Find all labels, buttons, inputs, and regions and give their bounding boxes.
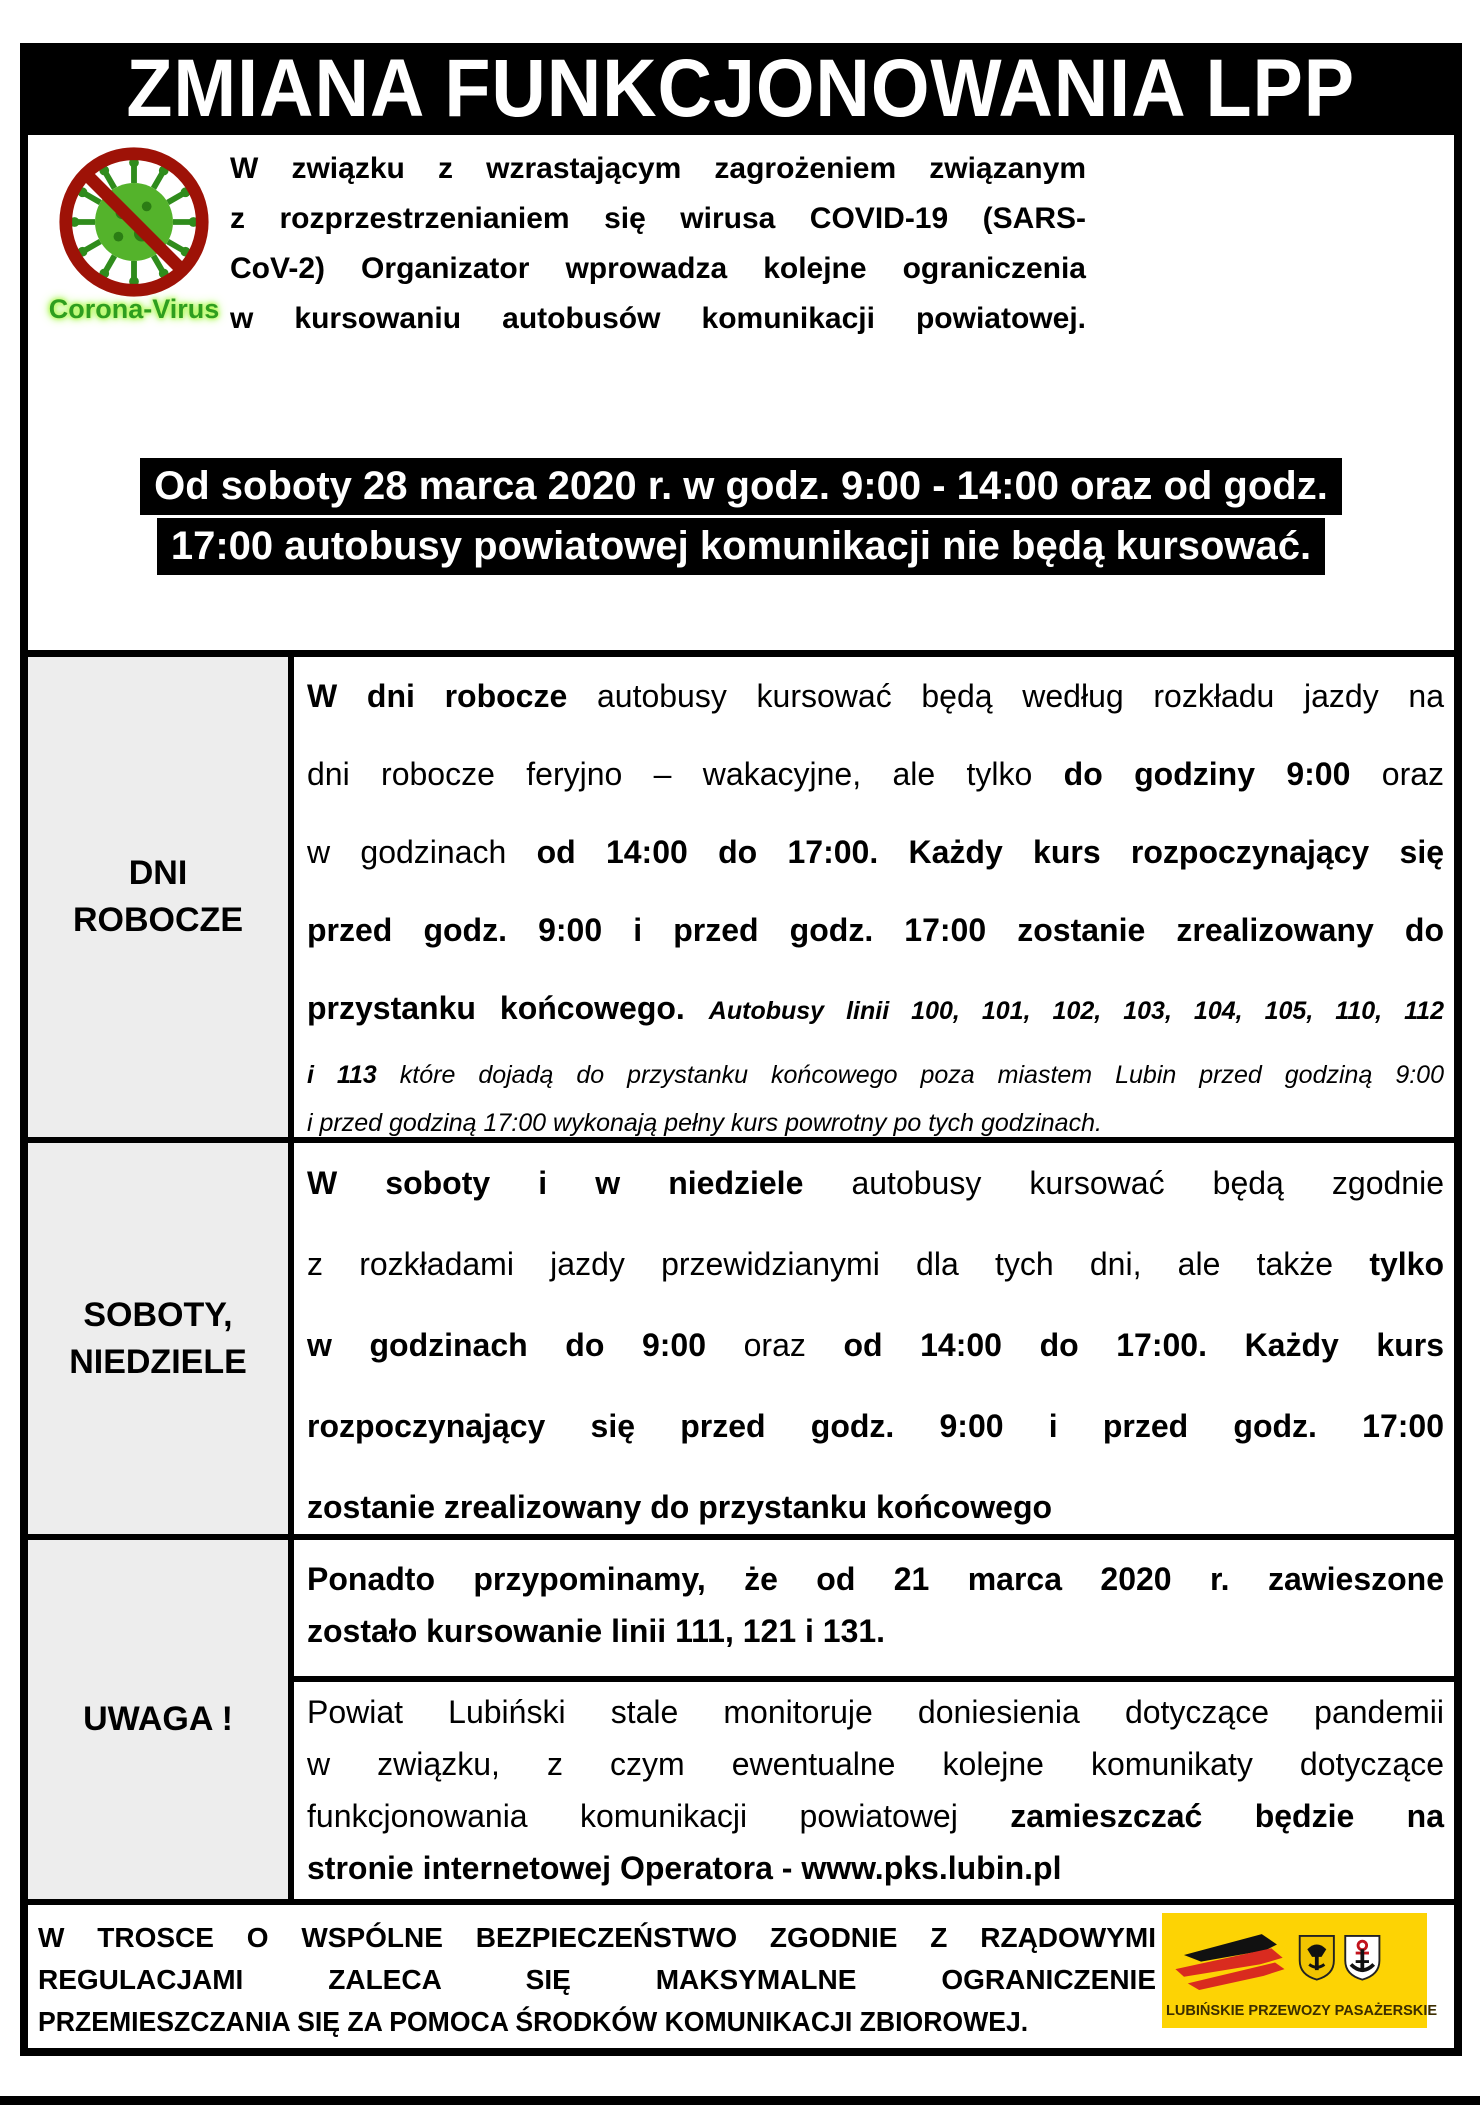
closure-banner bbox=[28, 458, 1454, 578]
weekend-label-line-1: SOBOTY, bbox=[83, 1295, 233, 1334]
notice-suspension-cell: Ponadto przypominamy, że od 21 marca 2020 r. zawieszone zostało kursowanie linii 111, 121 i 131. bbox=[294, 1540, 1454, 1682]
notice-label-cell bbox=[28, 1540, 294, 1899]
footer-safety-note: W TROSCE O WSPÓLNE BEZPIECZEŃSTWO ZGODNIE Z RZĄDOWYMI REGULACJAMI ZALECA SIĘ MAKSYMALNE OGRANICZENIE PRZEMIESZCZANIA SIĘ ZA POMOCA ŚRODKÓW KOMUNIKACJI ZBIOROWEJ. bbox=[38, 1922, 1156, 2037]
notice-label: UWAGA ! bbox=[83, 1700, 233, 1738]
weekdays-label-line-2: ROBOCZE bbox=[73, 901, 243, 939]
lpp-logo-caption: LUBIŃSKIE PRZEWOZY PASAŻERSKIE bbox=[1165, 2002, 1438, 2019]
weekend-text-cell: W soboty i w niedziele autobusy kursować będą zgodnie z rozkładami jazdy przewidzianymi dla tych dni, ale także tylko w godzinach do 9:00 oraz od 14:00 do 17:00. Każdy kurs rozpoczynający się przed godz. 9:00 i przed godz. 17:00 zostanie zrealizowany do przystanku końcowego bbox=[294, 1143, 1454, 1540]
lpp-logo-graphic bbox=[1162, 1917, 1427, 1991]
schedule-table bbox=[20, 650, 1462, 1905]
weekend-label-cell bbox=[28, 1143, 294, 1540]
weekdays-text-cell: W dni robocze autobusy kursować będą według rozkładu jazdy na dni robocze feryjno – wakacyjne, ale tylko do godziny 9:00 oraz w godzinach od 14:00 do 17:00. Każdy kurs rozpoczynający się przed godz. 9:00 i przed godz. 17:00 zostanie zrealizowany do przystanku końcowego. Autobusy linii 100, 101, 102, 103, 104, 105, 110, 112 i 113 które dojadą do przystanku końcowego poza miastem Lubin przed godziną 9:00 i przed godziną 17:00 wykonają pełny kurs powrotny po tych godzinach. bbox=[294, 657, 1454, 1143]
notice-monitoring-cell: Powiat Lubiński stale monitoruje doniesienia dotyczące pandemii w związku, z czym ewentualne kolejne komunikaty dotyczące funkcjonowania komunikacji powiatowej zamieszczać będzie na stronie internetowej Operatora - www.pks.lubin.pl bbox=[307, 1694, 1444, 1886]
weekend-label-line-2: NIEDZIELE bbox=[69, 1342, 247, 1381]
wing-swoosh-icon bbox=[1175, 1934, 1284, 1990]
virus-icon bbox=[56, 144, 212, 300]
page-title: ZMIANA FUNKCJONOWANIA LPP bbox=[126, 43, 1356, 134]
page-edge-strip bbox=[0, 2096, 1480, 2105]
silesia-coat-of-arms-icon bbox=[1300, 1936, 1334, 1980]
corona-virus-label: Corona-Virus bbox=[48, 294, 220, 324]
closure-banner-line-1 bbox=[28, 458, 1454, 515]
header-bar bbox=[20, 43, 1462, 135]
weekdays-label-line-1: DNI bbox=[128, 854, 188, 892]
closure-banner-text-1: Od soboty 28 marca 2020 r. w godz. 9:00 - 14:00 oraz od godz. bbox=[140, 458, 1342, 515]
lpp-logo bbox=[1162, 1913, 1438, 2028]
closure-banner-text-2: 17:00 autobusy powiatowej komunikacji nie będą kursować. bbox=[157, 518, 1325, 575]
notice-text-cells bbox=[294, 1540, 1454, 1899]
corona-virus-prohibition-icon bbox=[56, 144, 212, 296]
lubin-coat-of-arms-icon bbox=[1345, 1936, 1379, 1980]
weekdays-label-cell bbox=[28, 657, 294, 1143]
closure-banner-line-2 bbox=[28, 518, 1454, 575]
intro-paragraph: W związku z wzrastającym zagrożeniem związanym z rozprzestrzenianiem się wirusa COVID-19 (SARS- CoV-2) Organizator wprowadza kolejne ograniczenia w kursowaniu autobusów komunikacji powiatowej. bbox=[230, 152, 1086, 335]
